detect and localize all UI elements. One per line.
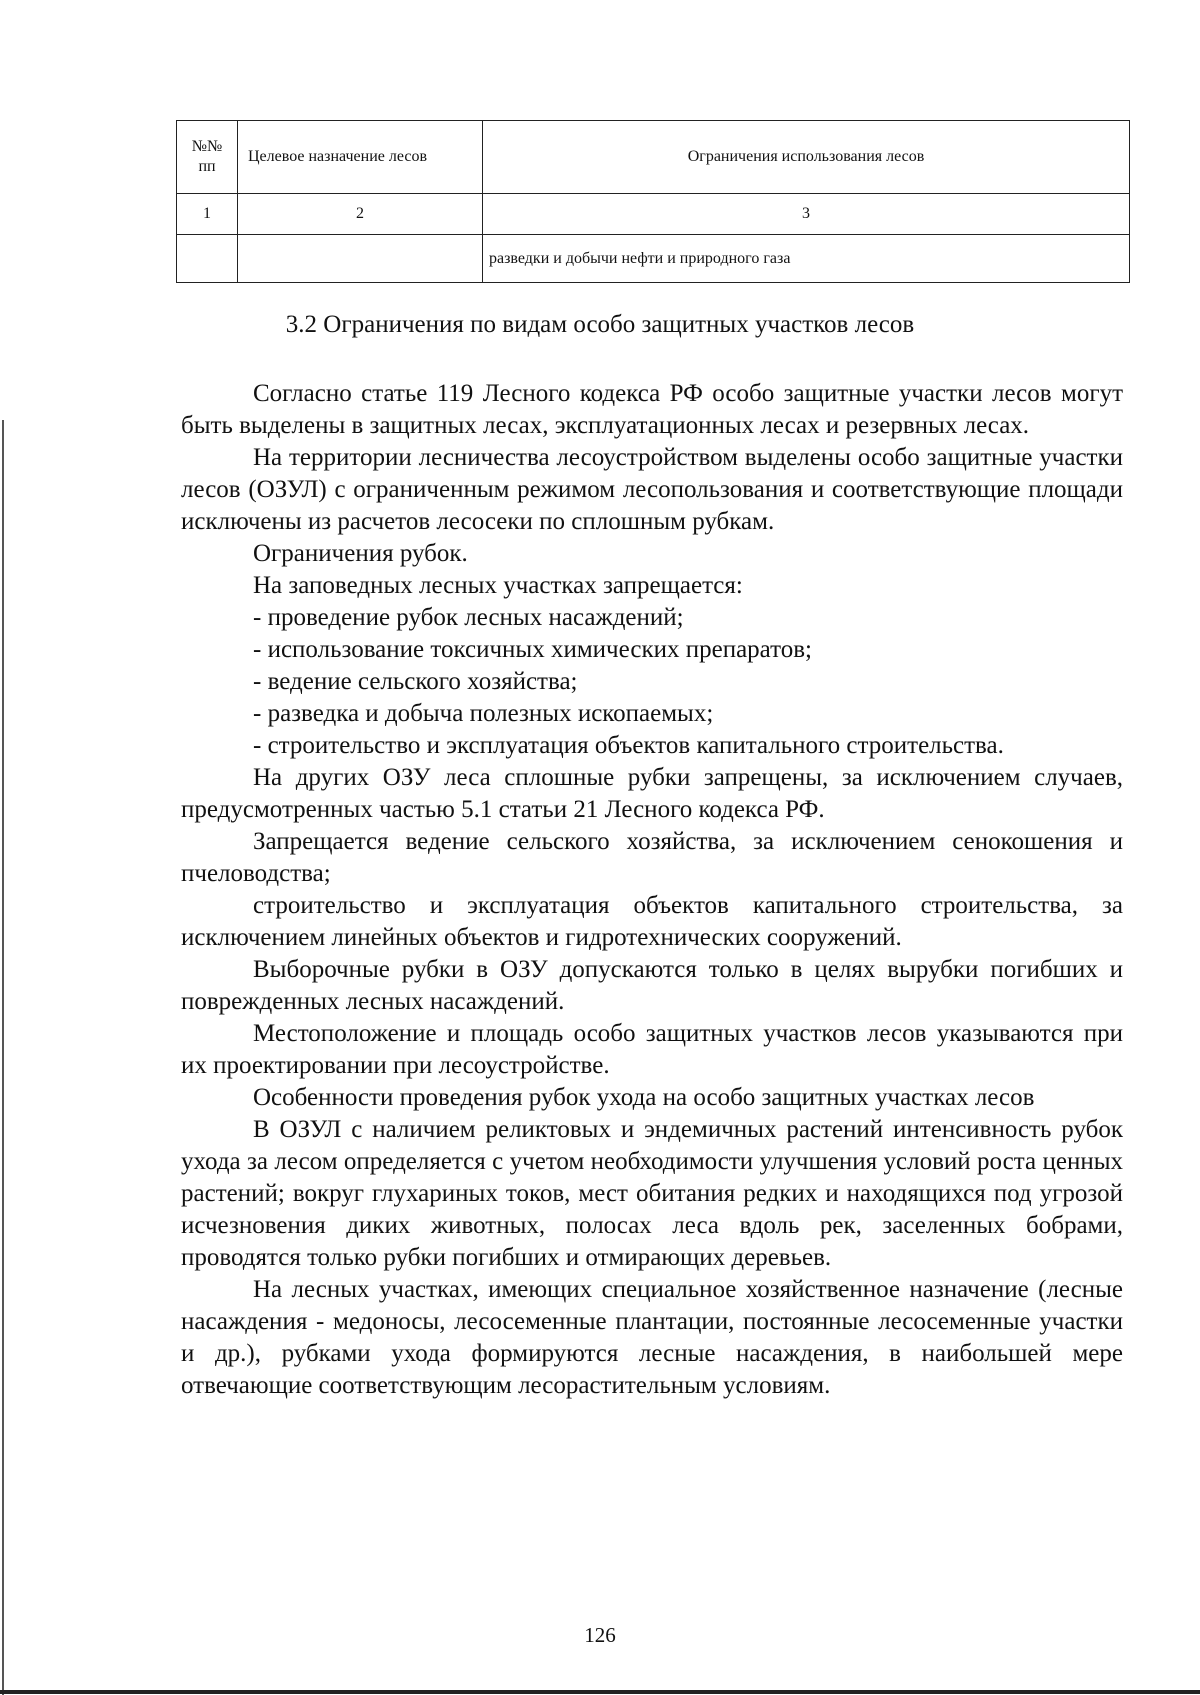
body-text bbox=[181, 378, 1123, 1402]
paragraph-selective-cuts: Выборочные рубки в ОЗУ допускаются только в целях вырубки погибших и поврежденных лесных насаждений. bbox=[181, 956, 1123, 1015]
list-item: - строительство и эксплуатация объектов капитального строительства. bbox=[253, 732, 1004, 759]
row-cell-restrictions: разведки и добычи нефти и природного газа bbox=[483, 235, 1130, 283]
scan-edge-bottom bbox=[0, 1690, 1200, 1694]
list-item: - проведение рубок лесных насаждений; bbox=[253, 604, 684, 631]
paragraph-care-features: Особенности проведения рубок ухода на особо защитных участках лесов bbox=[253, 1084, 1035, 1111]
restrictions-table bbox=[176, 120, 1130, 283]
list-item: - использование токсичных химических препаратов; bbox=[253, 636, 812, 663]
paragraph-ozul-territory: На территории лесничества лесоустройством выделены особо защитные участки лесов (ОЗУЛ) с ограниченным режимом лесопользования и соответствующие площади исключены из расчетов лесосеки по сплошным рубкам. bbox=[181, 444, 1123, 535]
table-numbering-row bbox=[177, 194, 1130, 235]
paragraph-location-area: Местоположение и площадь особо защитных участков лесов указываются при их проектировании при лесоустройстве. bbox=[181, 1020, 1123, 1079]
list-item: - разведка и добыча полезных ископаемых; bbox=[253, 700, 714, 727]
table-row bbox=[177, 235, 1130, 283]
numbering-cell-3: 3 bbox=[483, 194, 1130, 235]
header-number-line2: пп bbox=[198, 158, 216, 175]
page-number: 126 bbox=[584, 1623, 616, 1647]
paragraph-special-purpose: На лесных участках, имеющих специальное хозяйственное назначение (лесные насаждения - медоносы, лесосеменные плантации, постоянные лесосеменные участки и др.), рубками ухода формируются лесные насаждения, в наибольшей мере отвечающие соответствующим лесорастительным условиям. bbox=[181, 1276, 1123, 1399]
paragraph-cutting-restrictions: Ограничения рубок. bbox=[253, 540, 468, 567]
list-item: - ведение сельского хозяйства; bbox=[253, 668, 578, 695]
numbering-cell-2: 2 bbox=[238, 194, 483, 235]
header-number-line1: №№ bbox=[191, 138, 223, 155]
paragraph-agriculture-ban: Запрещается ведение сельского хозяйства, за исключением сенокошения и пчеловодства; bbox=[181, 828, 1123, 887]
row-cell-purpose bbox=[238, 235, 483, 283]
table-header-row bbox=[177, 121, 1130, 194]
header-cell-restrictions: Ограничения использования лесов bbox=[483, 121, 1130, 194]
section-title: 3.2 Ограничения по видам особо защитных участков лесов bbox=[285, 311, 915, 338]
header-cell-number bbox=[177, 121, 238, 194]
paragraph-construction: строительство и эксплуатация объектов капитального строительства, за исключением линейных объектов и гидротехнических сооружений. bbox=[181, 892, 1123, 951]
paragraph-other-ozu: На других ОЗУ леса сплошные рубки запрещены, за исключением случаев, предусмотренных частью 5.1 статьи 21 Лесного кодекса РФ. bbox=[181, 764, 1123, 823]
header-cell-purpose: Целевое назначение лесов bbox=[238, 121, 483, 194]
paragraph-reserve-areas: На заповедных лесных участках запрещается: bbox=[253, 572, 743, 599]
row-cell-number bbox=[177, 235, 238, 283]
paragraph-relict-plants: В ОЗУЛ с наличием реликтовых и эндемичных растений интенсивность рубок ухода за лесом определяется с учетом необходимости улучшения условий роста ценных растений; вокруг глухариных токов, мест обитания редких и находящихся под угрозой исчезновения диких животных, полосах леса вдоль рек, заселенных бобрами, проводятся только рубки погибших и отмирающих деревьев. bbox=[181, 1116, 1123, 1271]
paragraph-article-119: Согласно статье 119 Лесного кодекса РФ особо защитные участки лесов могут быть выделены в защитных лесах, эксплуатационных лесах и резервных лесах. bbox=[181, 380, 1123, 439]
scan-edge-left bbox=[2, 420, 4, 1695]
numbering-cell-1: 1 bbox=[177, 194, 238, 235]
